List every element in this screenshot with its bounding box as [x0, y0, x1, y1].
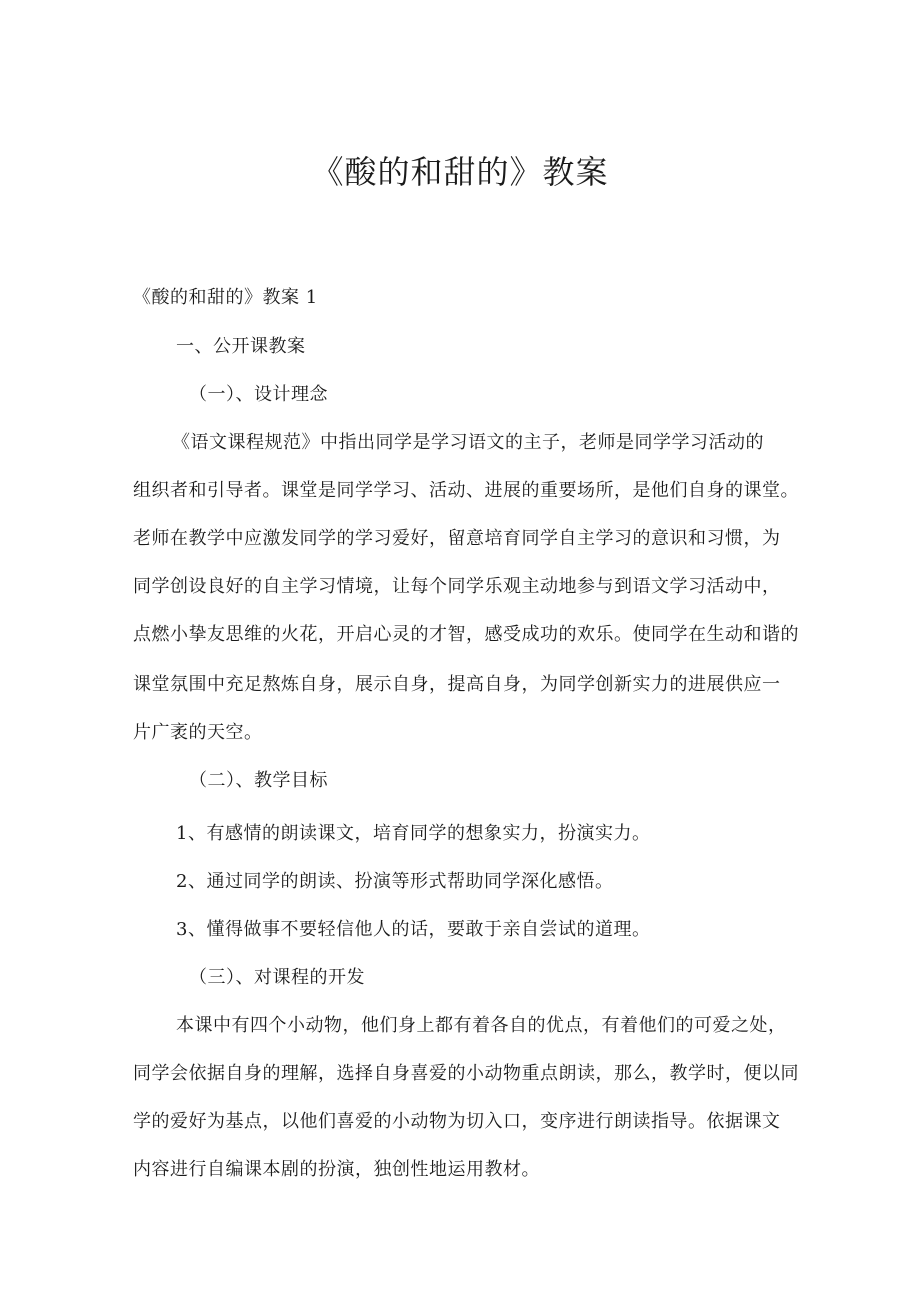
- paragraph-line: 同学会依据自身的理解，选择自身喜爱的小动物重点朗读，那么，教学时，便以同: [133, 1063, 799, 1084]
- paragraph-line: 《语文课程规范》中指出同学是学习语文的主子，老师是同学学习活动的: [172, 432, 764, 453]
- goal-item: 3、懂得做事不要轻信他人的话，要敢于亲自尝试的道理。: [176, 919, 651, 940]
- paragraph-line: 课堂氛围中充足熬炼自身，展示自身，提高自身，为同学创新实力的进展供应一: [133, 674, 781, 695]
- document-title: 《酸的和甜的》教案: [311, 153, 609, 191]
- paragraph-line: 同学创设良好的自主学习情境，让每个同学乐观主动地参与到语文学习活动中，: [133, 576, 781, 597]
- paragraph-line: 老师在教学中应激发同学的学习爱好，留意培育同学自主学习的意识和习惯，为: [133, 528, 781, 549]
- section-heading-public-lesson: 一、公开课教案: [176, 336, 306, 357]
- goal-item: 1、有感情的朗读课文，培育同学的想象实力，扮演实力。: [176, 823, 651, 844]
- paragraph-line: 组织者和引导者。课堂是同学学习、活动、进展的重要场所，是他们自身的课堂。: [133, 480, 799, 501]
- subsection-heading-design-concept: （一）、设计理念: [189, 384, 328, 405]
- paragraph-line: 学的爱好为基点，以他们喜爱的小动物为切入口，变序进行朗读指导。依据课文: [133, 1111, 781, 1132]
- paragraph-line: 本课中有四个小动物，他们身上都有着各自的优点，有着他们的可爱之处，: [176, 1015, 787, 1036]
- paragraph-line: 内容进行自编课本剧的扮演，独创性地运用教材。: [133, 1159, 540, 1180]
- goal-item: 2、通过同学的朗读、扮演等形式帮助同学深化感悟。: [176, 871, 614, 892]
- subsection-heading-course-development: （三）、对课程的开发: [189, 967, 365, 988]
- paragraph-line: 点燃小挚友思维的火花，开启心灵的才智，感受成功的欢乐。使同学在生动和谐的: [133, 624, 799, 645]
- lesson-subtitle: 《酸的和甜的》教案 1: [133, 287, 318, 308]
- paragraph-line: 片广袤的天空。: [133, 722, 263, 743]
- subsection-heading-teaching-goals: （二）、教学目标: [189, 770, 328, 791]
